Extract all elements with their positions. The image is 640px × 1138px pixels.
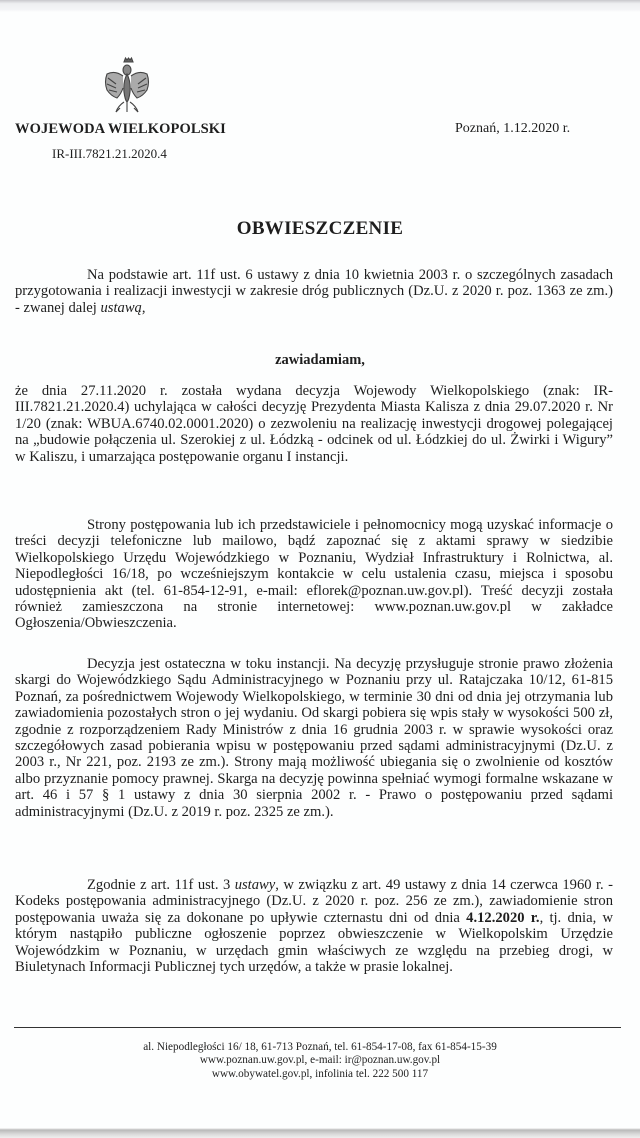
notice-effective-date: 4.12.2020 r. — [466, 909, 540, 926]
place-and-date: Poznań, 1.12.2020 r. — [455, 121, 571, 136]
polish-eagle-emblem-icon — [102, 56, 152, 116]
notify-heading: zawiadamiam, — [275, 352, 365, 368]
footer-web-email-line: www.poznan.uw.gov.pl, e-mail: ir@poznan.uw.gov.pl — [199, 1054, 441, 1067]
access-paragraph — [15, 517, 613, 632]
footer-divider — [14, 1027, 621, 1028]
decision-paragraph: że dnia 27.11.2020 r. została wydana decyzja Wojewody Wielkopolskiego (znak: IR-III.7821.21.2020.4) uchylająca w całości decyzję Prezydenta Miasta Kalisza z dnia 29.07.2020 r. Nr 1/20 (znak: WBUA.6740.02.0001.2020) o zezwoleniu na realizację inwestycji drogowej polegającej na „budowie połączenia ul. Szerokiej z ul. Łódzką - odcinek od ul. Łódzkiej do ul. Żwirki i Wigury” w Kaliszu, i umarzająca postępowanie organu I instancji. — [15, 383, 613, 465]
notice-text-2: , w związku z art. 49 ustawy z dnia 14 czerwca 1960 r. - Kodeks postępowania administracyjnego (Dz.U. z 2020 r. poz. 256 ze zm.), zawiadomienie stron postępowania uważa się za dokonane po upływie czternastu dni od dnia — [15, 877, 613, 926]
document-title: OBWIESZCZENIE — [236, 218, 404, 239]
footer-infoline: www.obywatel.gov.pl, infolinia tel. 222 500 117 — [211, 1067, 429, 1080]
intro-punctuation: , — [141, 299, 146, 316]
issuing-authority: WOJEWODA WIELKOPOLSKI — [15, 121, 226, 137]
appeal-text: Decyzja jest ostateczna w toku instancji. Na decyzję przysługuje stronie prawo złożenia skargi do Wojewódzkiego Sądu Administracyjnego w Poznaniu przy ul. Ratajczaka 10/12, 61-815 Poznań, za pośrednictwem Wojewody Wielkopolskiego, w terminie 30 dni od dnia jej otrzymania lub zawiadomienia pozostałych stron o jej wydaniu. Od skargi pobiera się wpis stały w wysokości 500 zł, zgodnie z rozporządzeniem Rady Ministrów z dnia 16 grudnia 2003 r. w sprawie wysokości oraz szczegółowych zasad pobierania wpisu w postępowaniu przed sądami administracyjnymi (Dz.U. z 2003 r., Nr 221, poz. 2193 ze zm.). Strony mają możliwość ubiegania się o zwolnienie od kosztów albo przyznanie pomocy prawnej. Skarga na decyzję powinna spełniać wymogi formalne wskazane w art. 46 i 57 § 1 ustawy z dnia 30 sierpnia 2002 r. - Prawo o postępowaniu przed sądami administracyjnymi (Dz.U. z 2019 r. poz. 2325 ze zm.). — [15, 656, 613, 820]
case-reference-number: IR-III.7821.21.2020.4 — [52, 146, 167, 161]
notice-text-3: , tj. dnia, w którym nastąpiło publiczne ogłoszenie poprzez obwieszczenie w Wielkopolskim Urzędzie Wojewódzkim w Poznaniu, w urzędach gmin właściwych ze względu na przebieg drogi, w Biuletynach Informacji Publicznej tych urzędów, a także w prasie lokalnej. — [15, 909, 613, 976]
notice-italic-term: ustawy — [234, 877, 276, 893]
viewer-bottom-edge — [0, 1128, 640, 1138]
notice-paragraph — [15, 877, 613, 975]
intro-text: Na podstawie art. 11f ust. 6 ustawy z dnia 10 kwietnia 2003 r. o szczególnych zasadach przygotowania i realizacji inwestycji w zakresie dróg publicznych (Dz.U. z 2020 r. poz. 1363 ze zm.) - zwanej dalej — [15, 267, 613, 316]
appeal-paragraph — [15, 656, 613, 820]
footer-contact — [0, 1041, 640, 1081]
footer-address-line: al. Niepodległości 16/ 18, 61-713 Poznań, tel. 61-854-17-08, fax 61-854-15-39 — [143, 1041, 497, 1053]
notice-text-1: Zgodnie z art. 11f ust. 3 — [87, 877, 235, 893]
access-text: Strony postępowania lub ich przedstawiciele i pełnomocnicy mogą uzyskać informacje o treści decyzji telefoniczne lub mailowo, bądź zapoznać się z aktami sprawy w siedzibie Wielkopolskiego Urzędu Wojewódzkiego w Poznaniu, Wydział Infrastruktury i Rolnictwa, al. Niepodległości 16/18, po wcześniejszym kontakcie w celu ustalenia czasu, miejsca i sposobu udostępnienia akt (tel. 61-854-12-91, e-mail: eflorek@poznan.uw.gov.pl). Treść decyzji została również zamieszczona na stronie internetowej: www.poznan.uw.gov.pl w zakładce Ogłoszenia/Obwieszczenia. — [15, 517, 613, 632]
intro-paragraph — [15, 267, 613, 316]
intro-italic-term: ustawą — [100, 299, 142, 316]
